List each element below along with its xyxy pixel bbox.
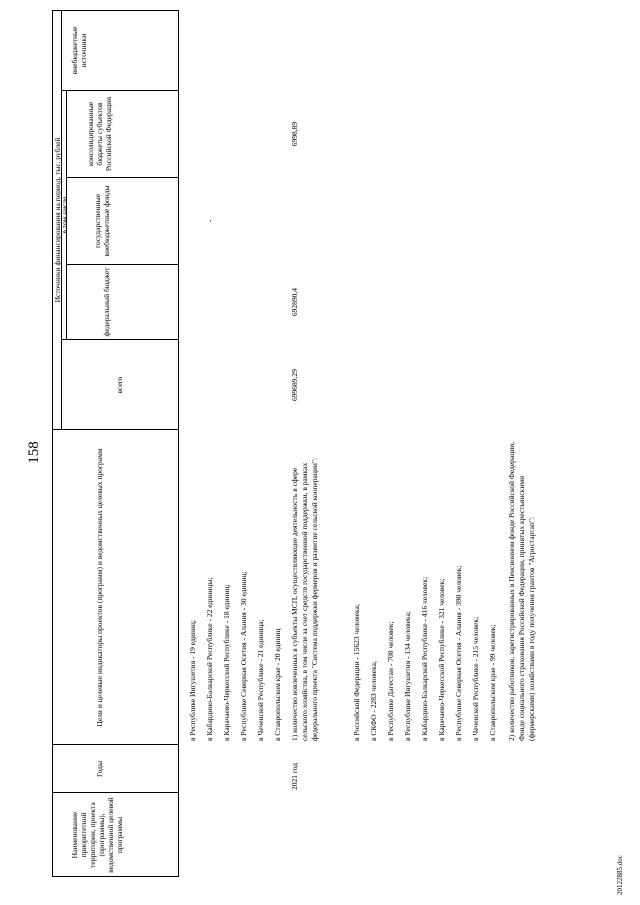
header-bottom-border <box>178 11 179 877</box>
col-divider-years <box>52 792 179 793</box>
col-divider-goals <box>52 744 179 745</box>
header-years: Годы <box>95 760 104 778</box>
table-left-border <box>52 876 179 877</box>
col-divider-state-funds <box>66 264 179 265</box>
item-text: 2) количество работников, зарегистрированных в Пенсионном фонде Российской Федерации, Фонде социального страхования Российской Федерации, принятых крестьянскими (фермерскими) хозяйствами в году получения грантов "Агростартап": <box>507 441 536 741</box>
item-text: в Карачаево-Черкесской Республике - 18 единиц; <box>222 584 231 741</box>
item-text: в Республике Ингушетия - 134 человека; <box>403 611 412 741</box>
year-cell: 2021 год <box>290 762 299 790</box>
regional-cell: 6998,89 <box>290 121 299 147</box>
col-divider-extrabudgetary <box>61 90 179 91</box>
header-goals: Цели и целевые индикаторы проектов (программ) и ведомственных целевых программ <box>95 448 104 727</box>
item-text: в Кабардино-Балкарской Республике - 22 единицы; <box>205 577 214 741</box>
total-cell: 699689,29 <box>290 369 299 401</box>
item-text: в Ставропольском крае - 20 единиц <box>273 628 282 741</box>
item-text: в Республике Ингушетия - 19 единиц; <box>188 620 197 741</box>
item-text: в Кабардино-Балкарской Республике - 416 человек; <box>420 576 429 741</box>
col-divider-federal <box>61 339 179 340</box>
federal-cell: 692890,4 <box>290 287 299 317</box>
header-funding-sources: Источники финансирования на период, тыс. рублей <box>53 137 62 303</box>
header-regional: консолидированные бюджеты субъектов Российской Федерации <box>86 96 113 172</box>
item-text: в Чеченской Республике - 215 человек; <box>471 616 480 741</box>
item-text: в Карачаево-Черкесской Республике - 321 человек; <box>437 578 446 741</box>
header-extrabudgetary: внебюджетные источники <box>70 26 88 75</box>
item-text: в Республике Дагестан - 708 человек; <box>386 621 395 741</box>
item-text: в Республике Северная Осетия - Алания - 390 человек; <box>454 565 463 741</box>
header-including: в том числе <box>60 196 69 234</box>
item-text: в СКФО - 2283 человека; <box>369 660 378 741</box>
footer-filename: 20122885.doc <box>616 855 624 895</box>
item-text: в Ставропольском крае - 99 человек; <box>488 624 497 741</box>
header-state-funds: государственные внебюджетные фонды <box>93 185 111 257</box>
indicator-text: 1) количество вовлеченных в субъекты МСП, осуществляющие деятельность в сфере сельского хозяйства, в том числе за счет средств государственной поддержки, в рамках федерального проекта "Система поддержки фермеров и развитие сельской кооперации": <box>290 457 319 741</box>
header-federal: федеральный бюджет <box>102 267 111 337</box>
header-name: Наименование приоритетной территории, проекта (программы), ведомственной целевой программы <box>70 797 124 873</box>
state-funds-cell: - <box>205 219 214 223</box>
item-text: в Российской Федерации - 15623 человека; <box>352 604 361 741</box>
header-total: всего <box>115 376 124 394</box>
item-text: в Чеченской Республике - 21 единица; <box>256 619 265 741</box>
col-divider-funding <box>52 429 179 430</box>
item-text: в Республике Северная Осетия - Алания - 30 единиц; <box>239 571 248 741</box>
page-number: 158 <box>26 441 42 464</box>
col-divider-regional <box>66 177 179 178</box>
